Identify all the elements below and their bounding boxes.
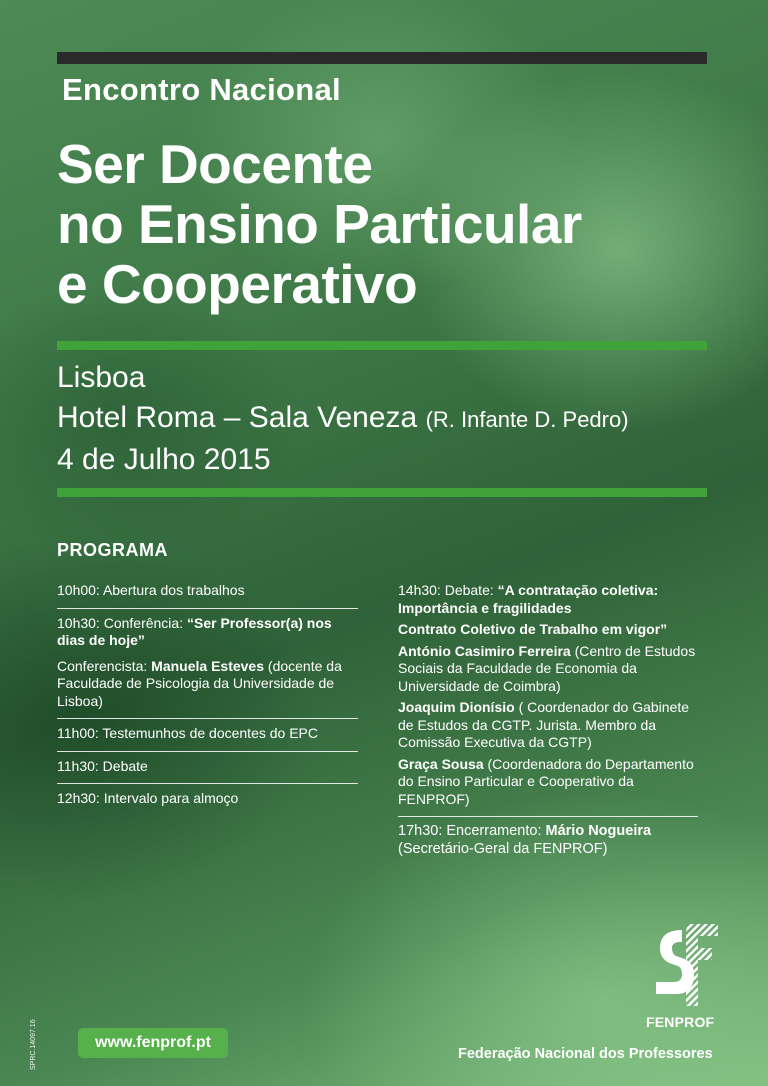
speaker-entry [398,643,698,696]
closing-name: Mário Nogueira [545,823,652,839]
debate-time: 14h30: Debate: [398,582,498,598]
fenprof-logo-icon [652,920,722,1010]
title-line-2: no Ensino Particular [57,193,582,255]
speaker-entry [398,699,698,752]
speaker-desc: (Coordenadora do Departamento do Ensino Particular e Cooperativo da FENPROF) [398,755,694,807]
program-item-closing [398,817,698,866]
speaker-name: António Casimiro Ferreira [398,642,571,659]
venue-city: Lisboa [57,361,146,394]
speaker-name: Joaquim Dionísio [398,699,515,715]
title-line-1: Ser Docente [57,133,373,195]
program-heading: PROGRAMA [57,540,168,560]
venue-address: (R. Infante D. Pedro) [425,407,629,432]
program-item-conference [57,609,358,719]
speaker-name: Manuela Esteves [151,657,265,674]
federation-name: Federação Nacional dos Professores [458,1046,713,1062]
venue-hotel-line [57,398,629,440]
event-date: 4 de Julho 2015 [57,443,271,476]
green-divider-bottom [57,488,707,497]
title-line-3: e Cooperativo [57,253,418,315]
debate-title: “A contratação coletiva: Importância e fragilidades [398,582,659,616]
logo-text: FENPROF [646,1014,715,1030]
program-item: 11h30: Debate [57,757,148,774]
event-subtitle: Encontro Nacional [62,72,341,107]
side-code: SPRC.14097.16 [30,1019,37,1070]
speaker-entry [398,756,698,809]
program-item: 11h00: Testemunhos de docentes do EPC [57,725,318,741]
speaker-name: Graça Sousa [398,755,484,772]
program-column-left [57,576,358,816]
event-title [57,134,582,314]
program-item-debate [398,576,698,816]
debate-subtitle-line [398,621,698,639]
speaker-desc: (Centro de Estudos Sociais da Faculdade de Economia da Universidade de Coimbra) [398,642,696,694]
conference-line [57,615,358,650]
conference-title: “Ser Professor(a) nos dias de hoje” [57,614,332,648]
program-item: 12h30: Intervalo para almoço [57,790,239,806]
speaker-desc: (docente da Faculdade de Psicologia da Universidade de Lisboa) [57,657,342,709]
program-item: 10h00: Abertura dos trabalhos [57,582,245,598]
venue-block [57,358,629,480]
closing-desc: (Secretário-Geral da FENPROF) [398,840,608,857]
debate-subtitle: Contrato Coletivo de Trabalho em vigor” [398,621,668,637]
top-dark-bar [57,52,707,64]
closing-time: 17h30: Encerramento: [398,823,546,839]
conference-time: 10h30: Conferência: [57,614,187,631]
green-divider-top [57,341,707,350]
speaker-desc: ( Coordenador do Gabinete de Estudos da CGTP. Jurista. Membro da Comissão Executiva da CGTP) [398,699,690,750]
conference-speaker-line [57,658,358,711]
venue-hotel: Hotel Roma – Sala Veneza [57,401,418,434]
speaker-prefix: Conferencista: [57,657,152,674]
website-link[interactable]: www.fenprof.pt [78,1028,228,1058]
debate-line [398,582,698,617]
program-column-right [398,576,698,866]
